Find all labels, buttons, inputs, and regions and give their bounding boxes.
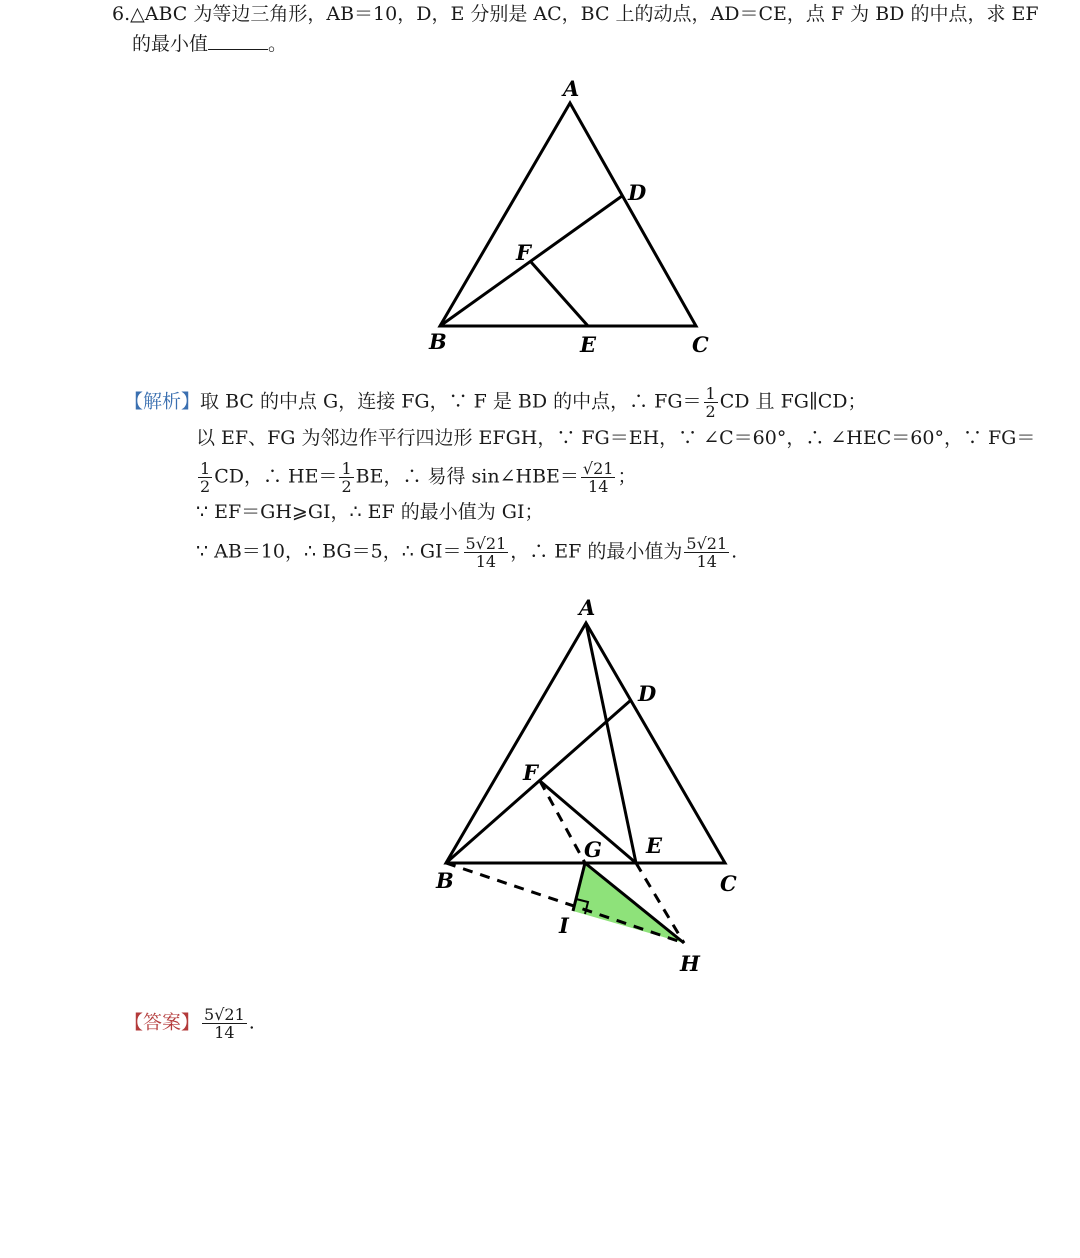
answer-suffix: .	[248, 1011, 255, 1034]
fraction	[684, 535, 729, 570]
fraction-denominator: 14	[475, 552, 497, 571]
answer-tag-open: 【	[124, 1011, 144, 1034]
fraction	[339, 460, 353, 495]
solution-line-1	[124, 385, 867, 420]
figure-2	[420, 590, 760, 990]
fraction-numerator: √21	[582, 459, 614, 478]
answer-tag-close: 】	[181, 1011, 201, 1034]
problem-text-2: 的最小值	[132, 33, 209, 55]
fraction-denominator: 2	[341, 477, 352, 496]
label-i: I	[559, 913, 569, 938]
label-a: A	[563, 76, 580, 101]
solution-text: 取 BC 的中点 G，连接 FG，∵ F 是 BD 的中点，∴ FG＝	[200, 390, 702, 413]
answer-fraction	[202, 1006, 247, 1041]
problem-line-1	[112, 0, 1039, 28]
problem-line-2	[132, 30, 287, 58]
fraction-numerator: 1	[705, 384, 716, 403]
problem-text: △ABC 为等边三角形，AB＝10，D，E 分别是 AC，BC 上的动点，AD＝CE，点 F 为 BD 的中点，求 EF	[130, 3, 1039, 25]
solution-line-2	[196, 424, 1035, 452]
solution-tag: 解析	[143, 390, 182, 413]
label-d: D	[638, 681, 657, 706]
label-f: F	[516, 240, 531, 265]
solution-tag-close: 】	[181, 390, 201, 413]
triangle-abc	[440, 103, 696, 326]
solution-line-3	[196, 460, 637, 495]
solution-text: 以 EF、FG 为邻边作平行四边形 EFGH，∵ FG＝EH，∵ ∠C＝60°，∴ ∠HEC＝60°，∵ FG＝	[196, 427, 1036, 449]
solution-line-5	[196, 535, 737, 570]
segment-fe	[531, 262, 588, 326]
segment-fg-dashed	[540, 781, 585, 863]
solution-text: ∵ EF＝GH⩾GI，∴ EF 的最小值为 GI；	[196, 501, 544, 523]
label-e: E	[646, 833, 663, 858]
label-c: C	[692, 332, 709, 357]
solution-text: .	[731, 540, 738, 563]
fraction-denominator: 2	[705, 402, 716, 421]
label-f: F	[523, 760, 538, 785]
solution-text: ，∴ EF 的最小值为	[510, 540, 683, 563]
fraction-numerator: 5√21	[204, 1005, 245, 1024]
solution-text: BE，∴ 易得 sin∠HBE＝	[355, 465, 579, 488]
fraction	[704, 385, 718, 420]
answer-tag: 答案	[143, 1011, 182, 1034]
fraction-numerator: 1	[341, 459, 352, 478]
solution-tag-open: 【	[124, 390, 144, 413]
segment-bd	[440, 196, 622, 326]
figure-1	[420, 75, 740, 365]
segment-bd	[446, 700, 631, 863]
problem-number: 6.	[112, 3, 131, 25]
label-b: B	[429, 329, 447, 354]
label-b: B	[436, 868, 454, 893]
solution-line-4	[196, 498, 543, 526]
solution-text: CD 且 FG∥CD；	[719, 390, 867, 413]
label-e: E	[580, 332, 597, 357]
answer-blank	[208, 31, 268, 50]
fraction	[198, 460, 212, 495]
label-c: C	[720, 871, 737, 896]
solution-text: ；	[617, 465, 637, 488]
fraction-denominator: 2	[200, 477, 211, 496]
fraction-numerator: 5√21	[686, 534, 728, 553]
label-g: G	[584, 837, 602, 862]
fraction-denominator: 14	[696, 552, 717, 571]
problem-text-suffix: 。	[268, 33, 288, 55]
fraction-numerator: 5√21	[465, 534, 507, 553]
solution-text: ∵ AB＝10，∴ BG＝5，∴ GI＝	[196, 540, 462, 563]
fraction-numerator: 1	[200, 459, 211, 478]
solution-text: CD，∴ HE＝	[214, 465, 338, 488]
fraction	[581, 460, 616, 495]
fraction-denominator: 14	[588, 477, 609, 496]
label-a: A	[579, 595, 596, 620]
label-h: H	[680, 951, 700, 976]
fraction	[464, 535, 509, 570]
label-d: D	[628, 180, 647, 205]
fraction-denominator: 14	[214, 1023, 235, 1042]
answer-line	[124, 1006, 255, 1041]
